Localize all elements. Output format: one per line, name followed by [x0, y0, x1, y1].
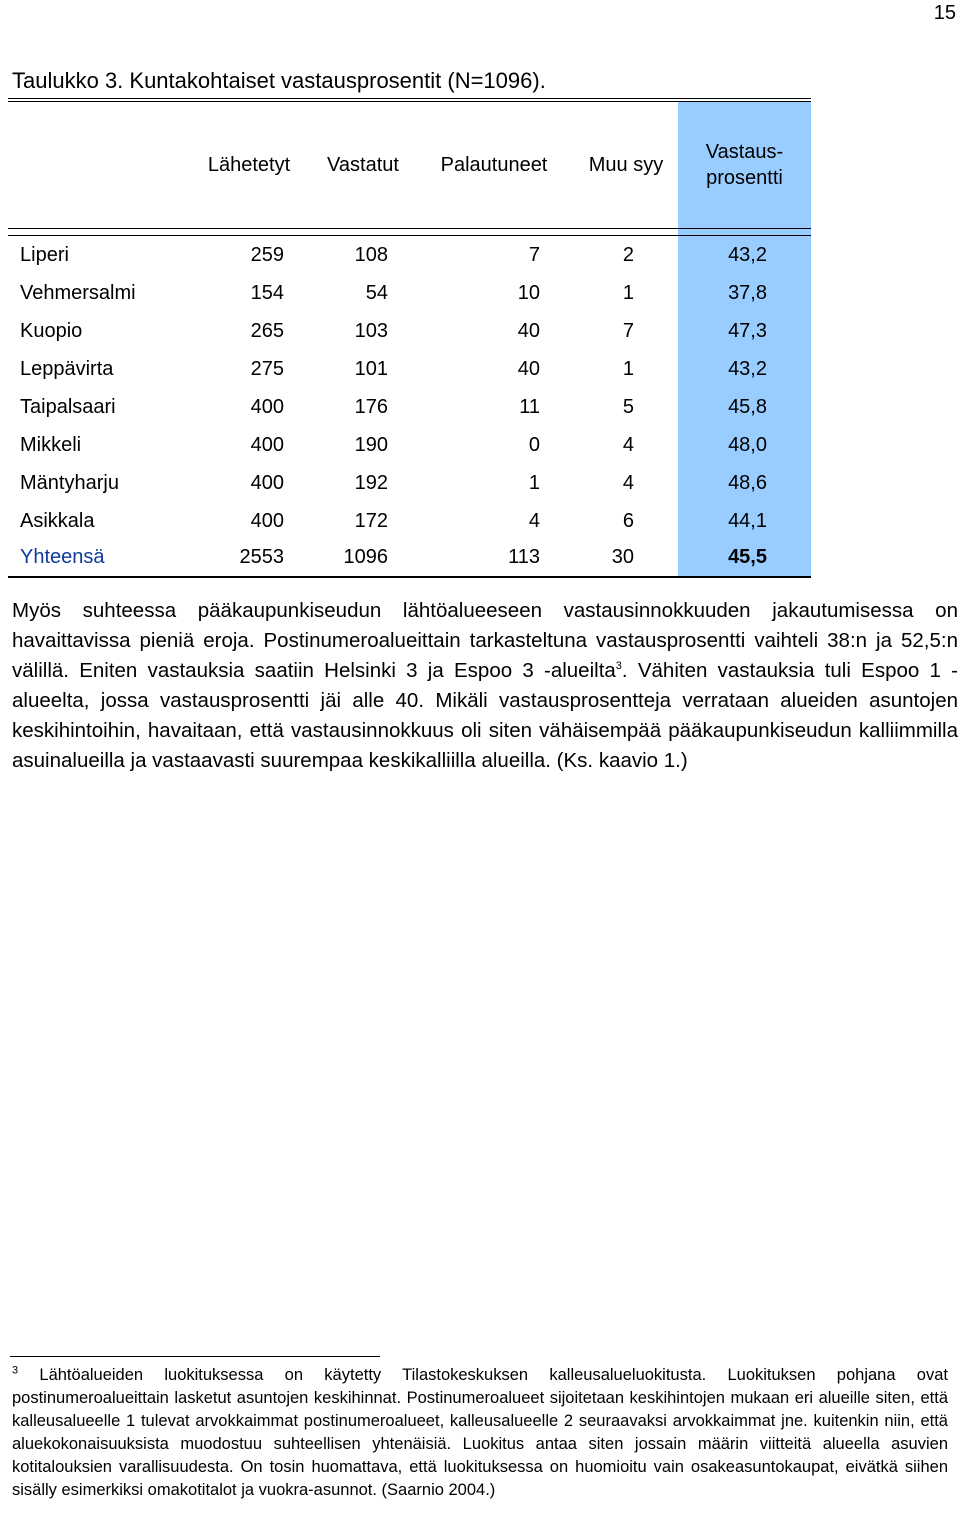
header-palautuneet: Palautuneet — [440, 153, 548, 176]
header-pct-line2: prosentti — [706, 167, 783, 189]
table-row — [8, 464, 811, 502]
row-muu-syy: 4 — [622, 433, 634, 456]
row-muu-syy: 1 — [622, 357, 634, 380]
row-municipality: Mikkeli — [20, 433, 82, 456]
row-palautuneet: 40 — [517, 357, 540, 380]
total-vastausprosentti: 45,5 — [678, 546, 811, 577]
table-row — [8, 502, 811, 540]
response-rate-table — [8, 102, 811, 578]
table-row — [8, 388, 811, 426]
total-lahetetyt: 2553 — [186, 546, 312, 577]
table-caption: Taulukko 3. Kuntakohtaiset vastausprosentit (N=1096). — [12, 68, 546, 93]
row-lahetetyt: 275 — [250, 357, 284, 380]
row-vastatut: 103 — [354, 319, 388, 342]
row-vastatut: 108 — [354, 243, 388, 266]
row-vastausprosentti: 43,2 — [678, 350, 811, 388]
header-vastausprosentti — [678, 102, 811, 229]
footnote — [12, 1364, 948, 1502]
header-pct-line1: Vastaus- — [705, 141, 784, 163]
row-municipality: Asikkala — [20, 509, 95, 532]
table-row — [8, 312, 811, 350]
row-municipality: Mäntyharju — [20, 471, 119, 494]
body-paragraph — [12, 596, 958, 776]
header-lahetetyt: Lähetetyt — [207, 153, 291, 176]
row-vastatut: 176 — [354, 395, 388, 418]
row-lahetetyt: 154 — [250, 281, 284, 304]
row-palautuneet: 0 — [528, 433, 540, 456]
total-muu-syy: 30 — [574, 546, 678, 577]
row-muu-syy: 7 — [622, 319, 634, 342]
row-lahetetyt: 400 — [250, 509, 284, 532]
row-municipality: Vehmersalmi — [20, 281, 136, 304]
total-label: Yhteensä — [8, 546, 186, 577]
row-vastausprosentti: 44,1 — [678, 502, 811, 540]
row-vastatut: 101 — [354, 357, 388, 380]
row-lahetetyt: 265 — [250, 319, 284, 342]
footnote-text: Lähtöalueiden luokituksessa on käytetty Tilastokeskuksen kalleusalueluokitusta. Luokituksen pohjana ovat postinumeroalueittain lasketut asuntojen keskihinnat. Postinumeroalueet sijoitetaan keskihintojen mukaan eri alueille siten, että kalleusalueelle 1 tulevat arvokkaimmat postinumeroalueet, kalleusalueelle 2 seuraavaksi arvokkaimmat jne. kuitenkin niin, että aluekokonaisuuksista muodostuu suhteellisen yhtenäisiä. Luokitus antaa siten jossain määrin viitteitä alueella asuvien kotitalouksien varallisuudesta. On tosin huomattava, että luokituksessa on huomioitu vain osakeasuntokaupat, eivätkä siihen sisälly esimerkiksi omakotitalot ja vuokra-asunnot. (Saarnio 2004.) — [12, 1366, 948, 1499]
row-municipality: Liperi — [20, 243, 69, 266]
row-municipality: Leppävirta — [20, 357, 114, 380]
row-vastausprosentti: 37,8 — [678, 274, 811, 312]
total-palautuneet: 113 — [414, 546, 574, 577]
row-vastatut: 190 — [354, 433, 388, 456]
footnote-reference: 3 — [615, 660, 622, 673]
row-vastatut: 172 — [354, 509, 388, 532]
header-muu-syy: Muu syy — [588, 153, 664, 176]
row-palautuneet: 40 — [517, 319, 540, 342]
row-muu-syy: 5 — [622, 395, 634, 418]
row-muu-syy: 4 — [622, 471, 634, 494]
header-vastatut: Vastatut — [327, 153, 399, 176]
row-lahetetyt: 400 — [250, 395, 284, 418]
row-palautuneet: 11 — [519, 395, 540, 418]
row-municipality: Kuopio — [20, 319, 83, 342]
table-total-row — [8, 546, 811, 577]
row-vastausprosentti: 45,8 — [678, 388, 811, 426]
row-palautuneet: 7 — [528, 243, 540, 266]
row-muu-syy: 1 — [622, 281, 634, 304]
response-rate-table-wrapper — [8, 98, 811, 578]
row-vastausprosentti: 48,6 — [678, 464, 811, 502]
header-empty — [8, 102, 186, 229]
row-vastausprosentti: 48,0 — [678, 426, 811, 464]
row-lahetetyt: 400 — [250, 433, 284, 456]
row-vastausprosentti: 43,2 — [678, 236, 811, 275]
footnote-separator — [10, 1356, 380, 1357]
row-palautuneet: 10 — [517, 281, 540, 304]
row-lahetetyt: 400 — [250, 471, 284, 494]
table-row — [8, 350, 811, 388]
table-row — [8, 236, 811, 275]
paragraph-part2: . Vähiten vastauksia tuli Espoo 1 -alueelta, jossa vastausprosentti jäi alle 40. Mikäli vastausprosentteja verrataan alueiden asuntojen keskihintoihin, havaitaan, että vastausinnokkuus oli siten vähäisempää pääkaupunkiseudun kalliimmilla asuinalueilla ja vastaavasti suurempaa keskikalliilla alueilla. (Ks. kaavio 1.) — [12, 659, 958, 772]
row-lahetetyt: 259 — [250, 243, 284, 266]
page-number: 15 — [933, 2, 956, 24]
row-municipality: Taipalsaari — [20, 395, 116, 418]
row-vastatut: 192 — [354, 471, 388, 494]
header-separator — [8, 229, 811, 236]
footnote-mark: 3 — [12, 1364, 19, 1377]
table-row — [8, 426, 811, 464]
row-muu-syy: 6 — [622, 509, 634, 532]
total-vastatut: 1096 — [312, 546, 414, 577]
paragraph-part1: Myös suhteessa pääkaupunkiseudun lähtöalueeseen vastausinnokkuuden jakautumisessa on havaittavissa pieniä eroja. Postinumeroalueittain tarkasteltuna vastausprosentti vaihteli 38:n ja 52,5:n välillä. Eniten vastauksia saatiin Helsinki 3 ja Espoo 3 -alueilta — [12, 599, 958, 682]
row-palautuneet: 4 — [528, 509, 540, 532]
row-muu-syy: 2 — [622, 243, 634, 266]
table-row — [8, 274, 811, 312]
row-vastausprosentti: 47,3 — [678, 312, 811, 350]
row-vastatut: 54 — [365, 281, 388, 304]
table-header-row — [8, 102, 811, 229]
row-palautuneet: 1 — [528, 471, 540, 494]
